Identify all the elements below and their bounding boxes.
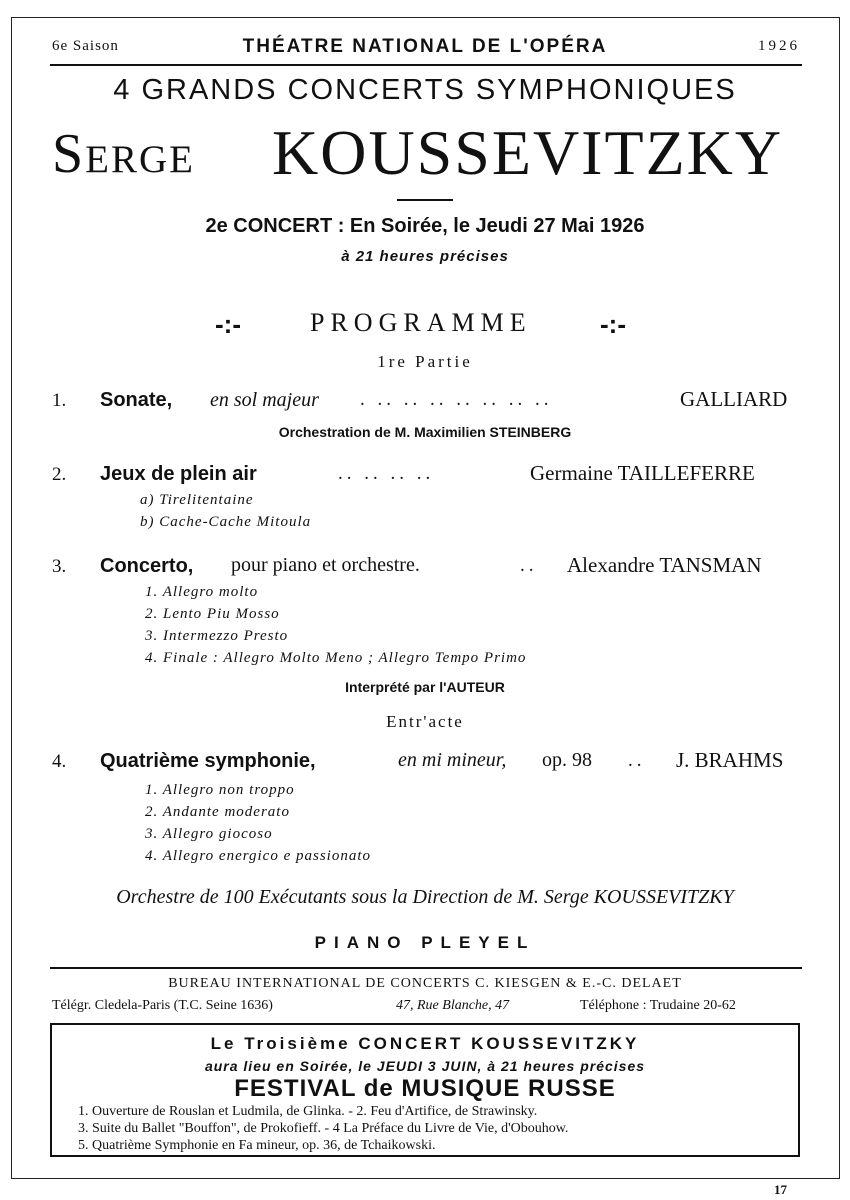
entracte-label: Entr'acte (386, 712, 464, 731)
movement-item: a) Tirelitentaine (140, 492, 254, 508)
work-number: 2. (52, 464, 67, 485)
movement-item: 4. Allegro energico e passionato (145, 848, 372, 864)
work-title: Sonate, (100, 389, 173, 411)
movement-item: 1. Allegro molto (145, 584, 259, 600)
ornament-right: -:- (600, 309, 626, 339)
header-rule (50, 64, 802, 66)
concert-time: à 21 heures précises (341, 248, 509, 265)
work-opus: op. 98 (542, 749, 592, 771)
next-concert-title: Le Troisième CONCERT KOUSSEVITZKY (210, 1034, 640, 1053)
movement-item: 2. Lento Piu Mosso (145, 606, 280, 622)
work-detail: en mi mineur, (398, 749, 507, 771)
work-detail: pour piano et orchestre. (231, 554, 420, 576)
street-address: 47, Rue Blanche, 47 (396, 998, 510, 1013)
part-label: 1re Partie (377, 352, 473, 371)
next-concert-date: aura lieu en Soirée, le JEUDI 3 JUIN, à 21 heures précises (204, 1058, 646, 1074)
festival-title: FESTIVAL de MUSIQUE RUSSE (234, 1075, 616, 1102)
composer-name: J. BRAHMS (676, 748, 784, 772)
movement-item: 4. Finale : Allegro Molto Meno ; Allegro Tempo Primo (145, 650, 527, 666)
festival-item: 1. Ouverture de Rouslan et Ludmila, de Glinka. - 2. Feu d'Artifice, de Strawinsky. (78, 1104, 538, 1119)
movement-item: 3. Allegro giocoso (145, 826, 273, 842)
work-title: Quatrième symphonie, (100, 750, 316, 772)
orchestra-line: Orchestre de 100 Exécutants sous la Direction de M. Serge KOUSSEVITZKY (116, 886, 734, 908)
theatre-name: THÉATRE NATIONAL DE L'OPÉRA (242, 36, 608, 57)
work-number: 4. (52, 751, 67, 772)
leader-dots: .. .. .. .. (338, 463, 435, 484)
bureau-rule (50, 967, 802, 969)
movement-item: 2. Andante moderato (145, 804, 290, 820)
work-number: 3. (52, 556, 67, 577)
leader-dots: .. (628, 750, 646, 771)
work-title: Jeux de plein air (100, 463, 257, 485)
movement-item: 1. Allegro non troppo (145, 782, 295, 798)
telegram-address: Télégr. Cledela-Paris (T.C. Seine 1636) (52, 998, 273, 1013)
piano-sponsor: PIANO PLEYEL (314, 933, 536, 952)
ornament-left: -:- (215, 309, 241, 339)
title-divider (397, 199, 453, 201)
work-title: Concerto, (100, 555, 194, 577)
programme-heading: PROGRAMME (310, 308, 532, 337)
work-detail: en sol majeur (210, 389, 319, 411)
work-number: 1. (52, 390, 67, 411)
performer-note: Interprété par l'AUTEUR (345, 679, 505, 695)
bureau-name: BUREAU INTERNATIONAL DE CONCERTS C. KIESGEN & E.-C. DELAET (168, 976, 682, 991)
movement-item: b) Cache-Cache Mitoula (140, 514, 312, 530)
page-number: 17 (774, 1182, 787, 1197)
year-label: 1926 (758, 38, 800, 54)
conductor-first-name: Serge (52, 123, 195, 185)
series-title: 4 GRANDS CONCERTS SYMPHONIQUES (113, 74, 737, 106)
composer-name: Alexandre TANSMAN (567, 553, 762, 577)
phone-number: Téléphone : Trudaine 20-62 (580, 998, 736, 1013)
concert-date: 2e CONCERT : En Soirée, le Jeudi 27 Mai 1926 (205, 215, 645, 237)
movement-item: 3. Intermezzo Presto (145, 628, 289, 644)
festival-item: 3. Suite du Ballet "Bouffon", de Prokofieff. - 4 La Préface du Livre de Vie, d'Obouhow. (78, 1121, 569, 1136)
composer-name: GALLIARD (680, 387, 788, 411)
composer-name: Germaine TAILLEFERRE (530, 461, 755, 485)
orchestration-note: Orchestration de M. Maximilien STEINBERG (278, 424, 572, 440)
leader-dots: .. (520, 555, 538, 576)
festival-item: 5. Quatrième Symphonie en Fa mineur, op. 36, de Tchaikowski. (78, 1138, 436, 1153)
leader-dots: . .. .. .. .. .. .. .. (360, 389, 553, 410)
season-label: 6e Saison (52, 38, 119, 54)
conductor-last-name: KOUSSEVITZKY (272, 117, 784, 188)
